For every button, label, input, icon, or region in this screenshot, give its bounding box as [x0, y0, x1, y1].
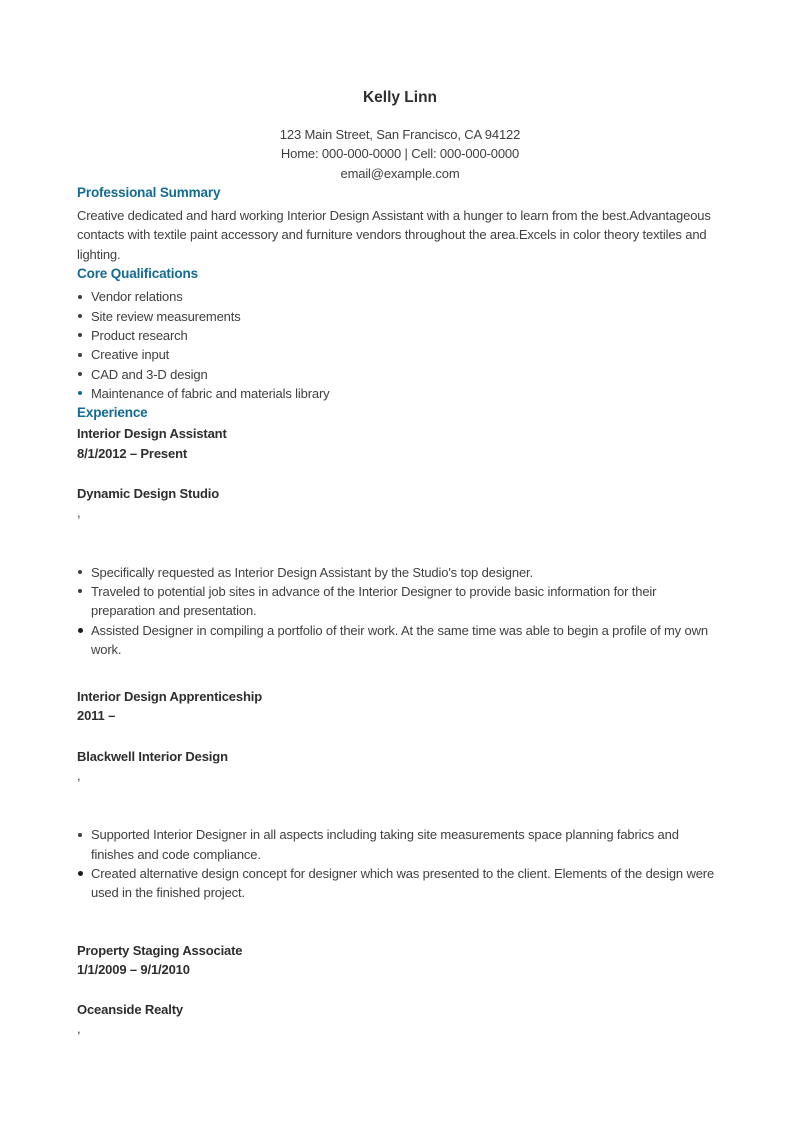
duty-item: Assisted Designer in compiling a portfolio of their work. At the same time was able to begin a profile of my own work. — [77, 621, 723, 660]
job-dates: 2011 – — [77, 708, 116, 724]
qualification-item: Vendor relations — [77, 287, 723, 306]
contact-phones: Home: 000-000-0000 | Cell: 000-000-0000 — [280, 146, 520, 162]
section-experience — [77, 403, 723, 1039]
qualification-item: CAD and 3-D design — [77, 365, 723, 384]
job-entry — [77, 941, 723, 1039]
person-name: Kelly Linn — [362, 89, 438, 106]
qualification-item: Maintenance of fabric and materials library — [77, 384, 723, 403]
company-name: Blackwell Interior Design — [77, 748, 228, 764]
core-qualifications-heading: Core Qualifications — [77, 266, 198, 282]
job-dates: 1/1/2009 – 9/1/2010 — [77, 961, 190, 977]
job-title: Property Staging Associate — [77, 942, 243, 958]
job-location: , — [77, 1021, 81, 1037]
job-duties-list — [77, 563, 723, 659]
job-duties-list — [77, 825, 723, 902]
professional-summary-text: Creative dedicated and hard working Interior Design Assistant with a hunger to learn from the best.Advantageous contacts with textile paint accessory and furniture vendors throughout the area.Excels in color theory textiles and lighting. — [77, 208, 711, 262]
qualification-item: Creative input — [77, 345, 723, 364]
resume-header — [77, 90, 723, 183]
core-qualifications-list — [77, 287, 723, 403]
company-name: Dynamic Design Studio — [77, 486, 220, 502]
duty-item: Supported Interior Designer in all aspects including taking site measurements space planning fabrics and finishes and code compliance. — [77, 825, 723, 864]
section-core-qualifications — [77, 264, 723, 403]
duty-item: Traveled to potential job sites in advance of the Interior Designer to provide basic information for their preparation and presentation. — [77, 582, 723, 621]
professional-summary-heading: Professional Summary — [77, 184, 221, 200]
job-title: Interior Design Assistant — [77, 426, 227, 442]
job-dates: 8/1/2012 – Present — [77, 445, 188, 461]
contact-email: email@example.com — [340, 165, 460, 181]
qualification-item: Site review measurements — [77, 307, 723, 326]
contact-address: 123 Main Street, San Francisco, CA 94122 — [279, 127, 521, 142]
section-professional-summary — [77, 183, 723, 264]
duty-item: Specifically requested as Interior Design Assistant by the Studio's top designer. — [77, 563, 723, 582]
qualification-item: Product research — [77, 326, 723, 345]
experience-heading: Experience — [77, 405, 148, 421]
contact-block — [77, 125, 723, 183]
company-name: Oceanside Realty — [77, 1002, 183, 1018]
job-location: , — [77, 768, 81, 784]
job-title: Interior Design Apprenticeship — [77, 689, 262, 705]
job-entry — [77, 687, 723, 902]
job-location: , — [77, 505, 81, 521]
job-entry — [77, 424, 723, 659]
duty-item: Created alternative design concept for designer which was presented to the client. Elements of the design were used in the finished project. — [77, 864, 723, 903]
